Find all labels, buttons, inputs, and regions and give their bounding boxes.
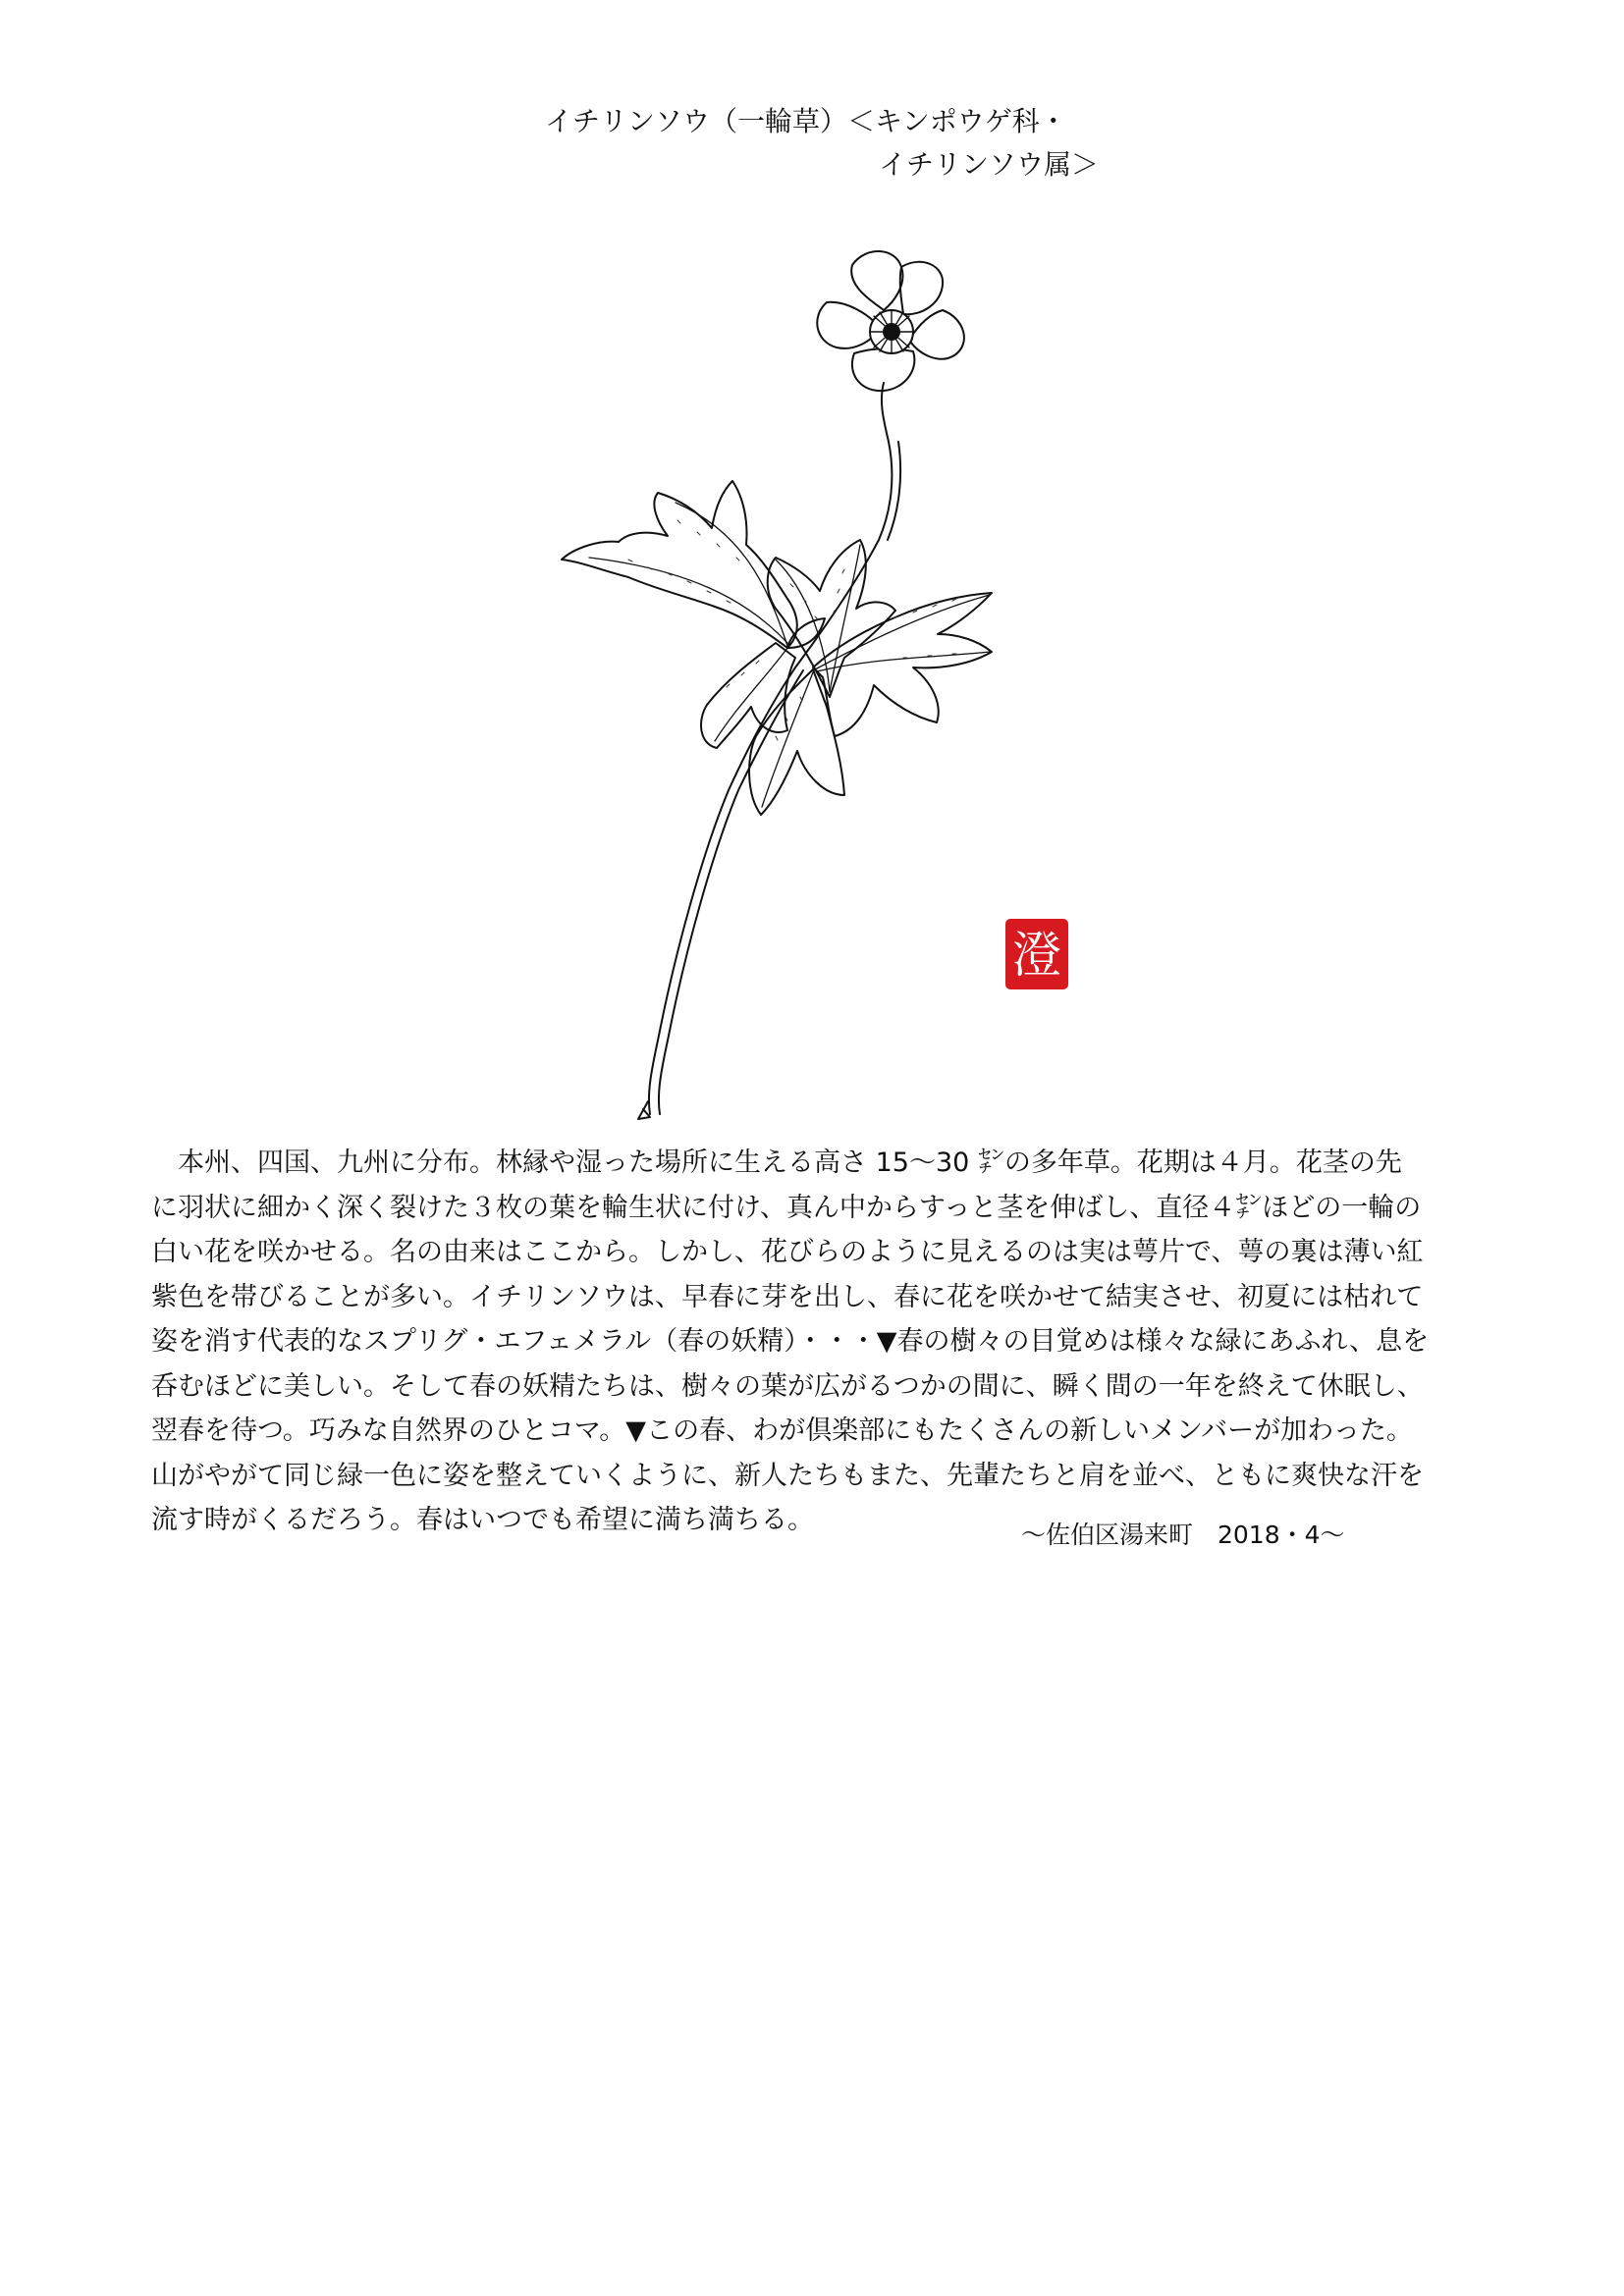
body-line: 流す時がくるだろう。春はいつでも希望に満ち満ちる。 bbox=[151, 1505, 814, 1535]
body-line: に羽状に細かく深く裂けた３枚の葉を輪生状に付け、真ん中からすっと茎を伸ばし、直径４㌢ほどの一輪の bbox=[151, 1192, 1422, 1223]
body-line: 姿を消す代表的なスプリグ・エフェメラル（春の妖精）・・・▼春の樹々の目覚めは様々な緑にあふれ、息を bbox=[151, 1326, 1430, 1357]
body-paragraph bbox=[151, 1141, 1473, 1543]
signature: ～佐伯区湯来町 2018・4～ bbox=[1021, 1521, 1345, 1549]
main-stem bbox=[649, 383, 892, 1114]
seal-text: 澄 bbox=[1012, 927, 1061, 984]
body-line: 紫色を帯びることが多い。イチリンソウは、早春に芽を出し、春に花を咲かせて結実させ、初夏には枯れて bbox=[151, 1281, 1424, 1312]
body-line: 本州、四国、九州に分布。林縁や湿った場所に生える高さ 15～30 ㌢の多年草。花期は４月。花茎の先 bbox=[151, 1148, 1402, 1178]
seal-stamp bbox=[1003, 917, 1070, 991]
body-line: 白い花を咲かせる。名の由来はここから。しかし、花びらのように見えるのは実は萼片で、萼の裏は薄い紅 bbox=[151, 1237, 1424, 1267]
body-line: 山がやがて同じ緑一色に姿を整えていくように、新人たちもまた、先輩たちと肩を並べ、ともに爽快な汗を bbox=[151, 1460, 1424, 1491]
flower bbox=[817, 251, 964, 391]
body-line: 呑むほどに美しい。そして春の妖精たちは、樹々の葉が広がるつかの間に、瞬く間の一年を終えて休眠し、 bbox=[151, 1370, 1424, 1402]
body-line: 翌春を待つ。巧みな自然界のひとコマ。▼この春、わが倶楽部にもたくさんの新しいメンバーが加わった。 bbox=[151, 1415, 1413, 1446]
title-line-1: イチリンソウ（一輪草）＜キンポウゲ科・ bbox=[545, 105, 1067, 137]
anemone-illustration bbox=[481, 245, 1031, 1124]
title-line-2: イチリンソウ属＞ bbox=[879, 148, 1100, 181]
leaf-left bbox=[562, 481, 825, 748]
